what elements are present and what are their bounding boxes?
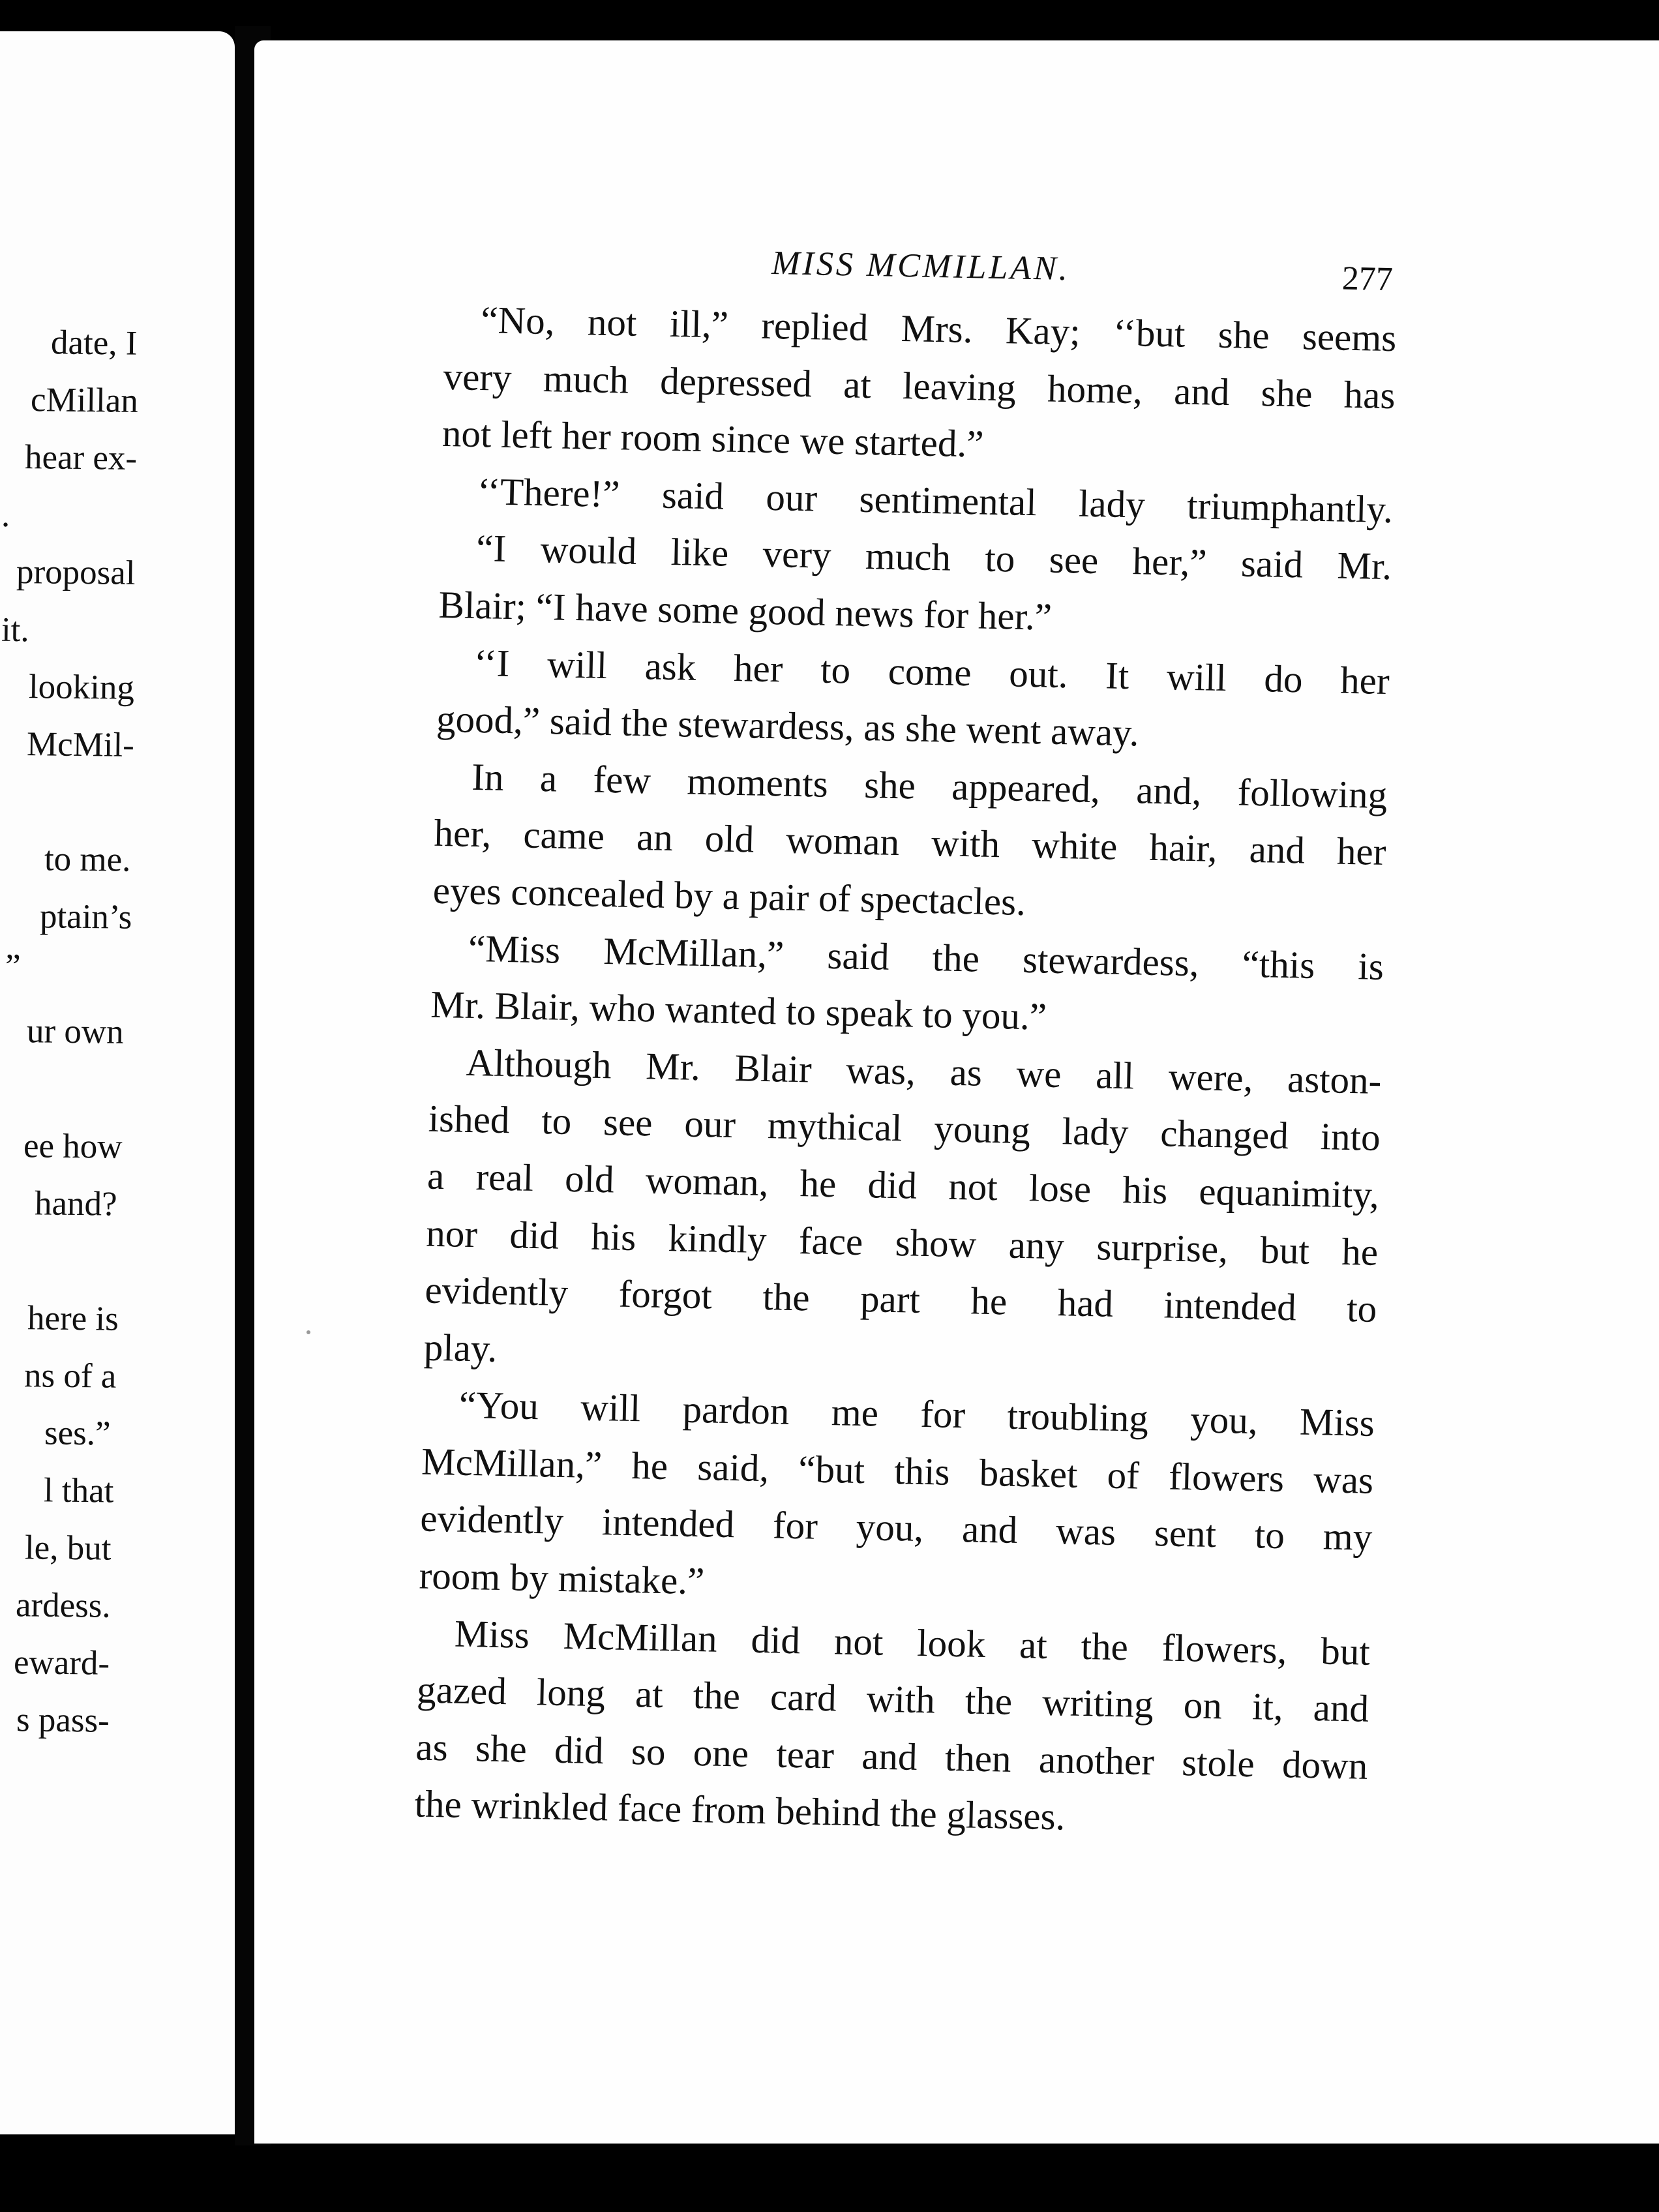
text-line: “Miss McMillan,” said the stewardess, “this is — [468, 926, 1384, 988]
left-page-line: ses.” — [44, 1414, 112, 1453]
left-page-line: here is — [27, 1299, 119, 1338]
left-page-line: McMil- — [26, 725, 135, 764]
text-line: Mr. Blair, who wanted to speak to you.” — [430, 982, 1047, 1038]
left-page-line: ” — [5, 947, 22, 986]
left-page-line: ur own — [27, 1012, 125, 1051]
left-page-line: date, I — [50, 323, 138, 363]
text-line: the wrinkled face from behind the glasses. — [414, 1782, 1066, 1838]
text-line: good,” said the stewardess, as she went away. — [436, 696, 1140, 755]
text-line: room by mistake.” — [419, 1553, 705, 1603]
text-line: nor did his kindly face show any surprise, but he — [425, 1211, 1379, 1274]
left-page-line: hand? — [35, 1184, 118, 1223]
left-page-line: eward- — [13, 1643, 110, 1682]
text-line: In a few moments she appeared, and, following — [471, 755, 1388, 816]
left-page-line: le, but — [24, 1529, 112, 1568]
left-page-line: s pass- — [16, 1701, 110, 1740]
body-text — [414, 291, 1397, 1852]
left-page-line: hear ex- — [24, 438, 138, 477]
text-line: ‘‘There!” said our sentimental lady triumphantly. — [477, 469, 1394, 531]
dust-speck — [306, 1330, 310, 1334]
left-page-line: ardess. — [16, 1586, 112, 1625]
left-page-line: ns of a — [23, 1356, 117, 1396]
text-line: ‘‘I will ask her to come out. It will do her — [473, 640, 1390, 702]
left-page-line: cMillan — [30, 381, 139, 420]
left-page-line: ee how — [23, 1127, 123, 1166]
text-line: Blair; “I have some good news for her.” — [438, 582, 1053, 638]
text-line: a real old woman, he did not lose his equanimity, — [426, 1154, 1380, 1216]
text-line: “No, not ill,” replied Mrs. Kay; ‘‘but she seems — [480, 298, 1397, 360]
left-page-line: l that — [43, 1471, 114, 1510]
text-line: “I would like very much to see her,” said Mr. — [475, 526, 1392, 588]
text-line: “You will pardon me for troubling you, Miss — [458, 1383, 1375, 1445]
text-line: eyes concealed by a pair of spectacles. — [432, 868, 1026, 923]
text-line: Miss McMillan did not look at the flowers, but — [454, 1611, 1371, 1673]
right-page — [254, 40, 1659, 2144]
page-content — [254, 40, 1659, 2144]
text-line: ished to see our mythical young lady changed into — [428, 1097, 1381, 1159]
text-line: play. — [423, 1325, 498, 1370]
text-line: McMillan,” he said, “but this basket of flowers was — [421, 1439, 1374, 1502]
running-head: MISS MCMILLAN. — [771, 244, 1071, 288]
left-page-line: looking — [28, 668, 135, 707]
left-page-line: proposal — [16, 553, 136, 592]
text-line: Although Mr. Blair was, as we all were, aston- — [465, 1040, 1382, 1102]
left-page-line: to me. — [44, 840, 131, 879]
text-line: gazed long at the card with the writing on it, and — [416, 1667, 1369, 1731]
text-line: evidently forgot the part he had intended to — [424, 1268, 1377, 1331]
text-line: not left her room since we started.” — [441, 411, 985, 466]
left-page-line: . — [1, 496, 10, 535]
left-page-line: ptain’s — [39, 897, 132, 936]
text-line: very much depressed at leaving home, and she has — [443, 354, 1396, 417]
page-number: 277 — [1341, 260, 1394, 299]
text-line: her, came an old woman with white hair, and her — [434, 811, 1387, 874]
text-line: evidently intended for you, and was sent to my — [419, 1497, 1373, 1559]
text-line: as she did so one tear and then another stole down — [415, 1725, 1368, 1787]
left-page-edge — [0, 31, 235, 2134]
left-page-line: it. — [1, 610, 30, 650]
